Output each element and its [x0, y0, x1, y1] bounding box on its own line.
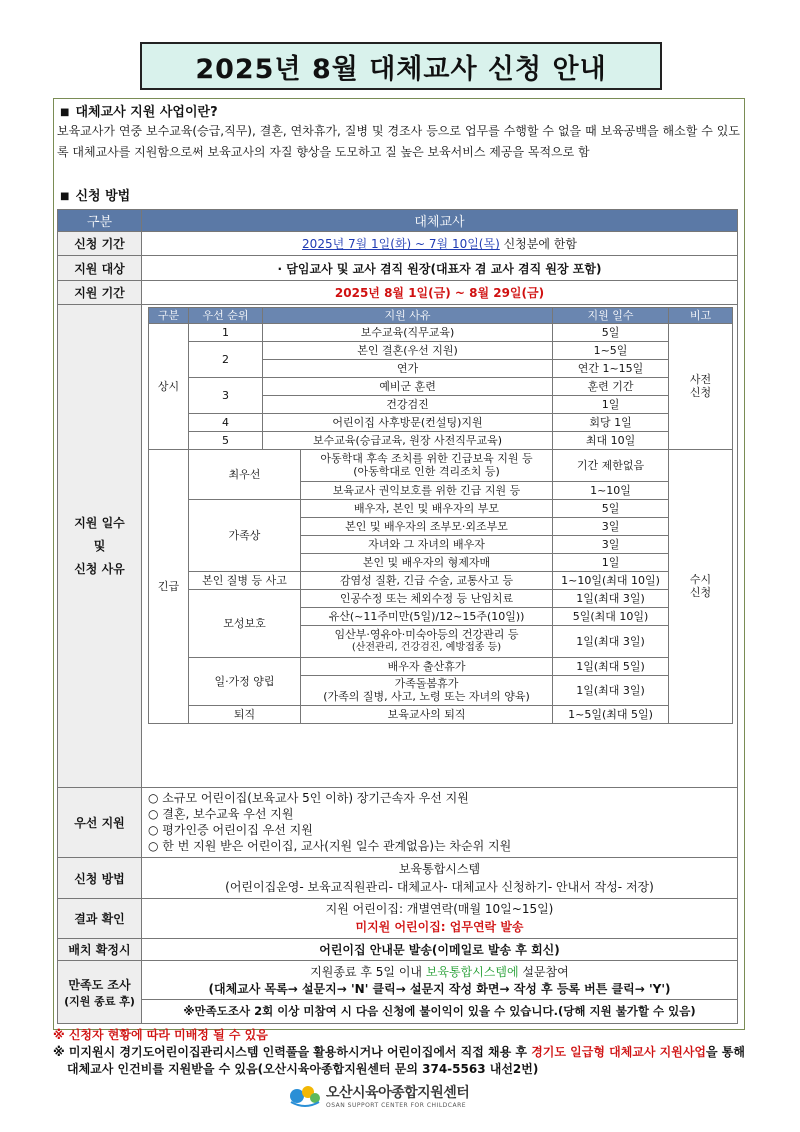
result-value: [142, 898, 738, 938]
method-label: 신청 방법: [58, 858, 142, 898]
table-row: 1~10일(최대 10일): [553, 571, 669, 589]
reason-line1: 가족돌봄휴가: [394, 677, 459, 691]
top-priority-label: 최우선: [189, 449, 301, 499]
apply-period-label: 신청 기간: [58, 232, 142, 256]
method-line1: 보육통합시스템: [398, 862, 481, 877]
table-row: [301, 625, 553, 657]
survey-instructions: [142, 962, 737, 1000]
table-row: 보수교육(승급교육, 원장 사전직무교육): [263, 431, 553, 449]
table-row: 3: [189, 377, 263, 413]
table-row: 본인 및 배우자의 조부모·외조부모: [301, 517, 553, 535]
header-substitute: 대체교사: [142, 210, 738, 232]
table-row: 5일(최대 10일): [553, 607, 669, 625]
target-value: · 담임교사 및 교사 겸직 원장(대표자 겸 교사 겸직 원장 포함): [142, 256, 738, 280]
reason-line2: (산전관리, 건강검진, 예방접종 등): [351, 642, 502, 654]
table-row: 예비군 훈련: [263, 377, 553, 395]
org-name-ko: 오산시육아종합지원센터: [326, 1084, 470, 1101]
table-row: 어린이집 사후방문(컨설팅)지원: [263, 413, 553, 431]
footnote-2-a: ※ 미지원시 경기도어린이집관리시스템 인력풀을 활용하시거나 어린이집에서 직접 채용 후: [53, 1045, 532, 1059]
table-row: 배우자, 본인 및 배우자의 부모: [301, 499, 553, 517]
days-label-line3: 신청 사유: [74, 562, 125, 577]
table-row: 1일(최대 3일): [553, 589, 669, 607]
support-period-label: 지원 기간: [58, 280, 142, 304]
table-row: 1일(최대 3일): [553, 625, 669, 657]
table-row: 연가: [263, 359, 553, 377]
footnote-2-b: 경기도 일급형 대체교사 지원사업: [531, 1045, 707, 1059]
intro-paragraph: 보육교사가 연중 보수교육(승급,직무), 결혼, 연차휴가, 질병 및 경조사 등으로 업무를 수행할 수 없을 때 보육공백을 해소할 수 있도록 대체교사를 지원함으로써 보육교사의 자질 향상을 도모하고 질 높은 보육서비스 제공을 목적으로 함: [57, 124, 740, 159]
table-row: 1: [189, 323, 263, 341]
footer-org-name: [326, 1082, 469, 1109]
confirm-label: 배치 확정시: [58, 939, 142, 961]
table-row: 1일(최대 3일): [553, 675, 669, 705]
target-label: 지원 대상: [58, 256, 142, 280]
table-row: 보육교사 권익보호를 위한 긴급 지원 등: [301, 481, 553, 499]
urgent-category: 긴급: [149, 449, 189, 723]
inner-header-rank: 우선 순위: [189, 307, 263, 323]
page-title: 2025년 8월 대체교사 신청 안내: [140, 42, 662, 90]
reason-line1: 임산부·영유아·미숙아등의 건강관리 등: [334, 628, 519, 642]
footnote-2: [53, 1044, 753, 1078]
application-table: [57, 209, 738, 1024]
section-heading-about: ■ 대체교사 지원 사업이란?: [60, 101, 218, 120]
table-row: 본인 결혼(우선 지원): [263, 341, 553, 359]
days-reasons-cell: [142, 304, 738, 787]
table-row: 최대 10일: [553, 431, 669, 449]
survey-label-line2: (지원 종료 후): [64, 994, 135, 1008]
worklife-label: 일·가정 양립: [189, 657, 301, 705]
survey-label-line1: 만족도 조사: [68, 977, 131, 992]
org-name-en: OSAN SUPPORT CENTER FOR CHILDCARE: [326, 1101, 467, 1109]
family-label: 가족상: [189, 499, 301, 571]
survey-line1: [142, 964, 737, 981]
apply-period-dates: 2025년 7월 1일(화) ~ 7월 10일(목): [302, 237, 500, 252]
table-row: 4: [189, 413, 263, 431]
regular-note-line2: 신청: [689, 386, 712, 400]
table-row: 1일(최대 5일): [553, 657, 669, 675]
urgent-note: [669, 449, 733, 723]
reason-line1: 아동학대 후속 조치를 위한 긴급보육 지원 등: [320, 452, 533, 466]
retire-label: 퇴직: [189, 705, 301, 723]
priority-label: 우선 지원: [58, 787, 142, 858]
table-row: 보수교육(직무교육): [263, 323, 553, 341]
illness-label: 본인 질병 등 사고: [189, 571, 301, 589]
table-row: 본인 및 배우자의 형제자매: [301, 553, 553, 571]
table-row: 5일: [553, 499, 669, 517]
table-row: 보육교사의 퇴직: [301, 705, 553, 723]
table-row: [301, 675, 553, 705]
section-heading-method: ■ 신청 방법: [60, 185, 130, 204]
inner-header-reason: 지원 사유: [263, 307, 553, 323]
survey-line1-c: 설문참여: [518, 964, 569, 979]
table-row: [301, 449, 553, 481]
reasons-table: [148, 307, 733, 724]
days-reasons-label: [58, 304, 142, 787]
result-line1: 지원 어린이집: 개별연락(매월 10일~15일): [325, 902, 554, 917]
table-row: 연간 1~15일: [553, 359, 669, 377]
regular-category: 상시: [149, 323, 189, 449]
table-row: 건강검진: [263, 395, 553, 413]
confirm-value: 어린이집 안내문 발송(이메일로 발송 후 회신): [142, 939, 738, 961]
survey-line2: (대체교사 목록→ 설문지→ 'N' 클릭→ 설문지 작성 화면→ 작성 후 등록 버튼 클릭→ 'Y'): [208, 981, 671, 996]
list-item: ○ 소규모 어린이집(보육교사 5인 이하) 장기근속자 우선 지원: [148, 790, 737, 806]
inner-header-days: 지원 일수: [553, 307, 669, 323]
table-row: 3일: [553, 535, 669, 553]
footnote-1: ※ 신청자 현황에 따라 미배정 될 수 있음: [53, 1028, 268, 1042]
result-line2: 미지원 어린이집: 업무연락 발송: [355, 920, 524, 935]
days-label-line2: 및: [93, 539, 106, 554]
maternity-label: 모성보호: [189, 589, 301, 657]
survey-line1-b: 보육통합시스템에: [425, 964, 519, 979]
reason-line2: (아동학대로 인한 격리조치 등): [353, 465, 500, 479]
table-row: 자녀와 그 자녀의 배우자: [301, 535, 553, 553]
inner-header-category: 구분: [149, 307, 189, 323]
header-category: 구분: [58, 210, 142, 232]
list-item: ○ 평가인증 어린이집 우선 지원: [148, 822, 737, 838]
survey-note: ※만족도조사 2회 이상 미참여 시 다음 신청에 불이익이 있을 수 있습니다.(당해 지원 불가할 수 있음): [183, 1004, 696, 1019]
result-label: 결과 확인: [58, 898, 142, 938]
table-row: 1일: [553, 395, 669, 413]
days-label-line1: 지원 일수: [74, 516, 125, 531]
table-row: 5: [189, 431, 263, 449]
table-row: 3일: [553, 517, 669, 535]
method-line2: (어린이집운영- 보육교직원관리- 대체교사- 대체교사 신청하기- 안내서 작성- 저장): [225, 880, 654, 895]
footnote-2-c: 을 통해 대체교사 인건비를 지원받을 수 있음(오산시육아종합지원센터 문의 374-5563 내선2번): [67, 1045, 745, 1076]
apply-period-suffix: 신청분에 한함: [499, 237, 577, 252]
survey-value: [142, 961, 738, 1024]
regular-note-line1: 사전: [689, 373, 712, 387]
table-row: 감염성 질환, 긴급 수술, 교통사고 등: [301, 571, 553, 589]
table-row: 훈련 기간: [553, 377, 669, 395]
urgent-note-line1: 수시: [689, 573, 712, 587]
survey-label: [58, 961, 142, 1024]
table-row: 2: [189, 341, 263, 377]
list-item: ○ 한 번 지원 받은 어린이집, 교사(지원 일수 관계없음)는 차순위 지원: [148, 838, 737, 854]
reason-line2: (가족의 질병, 사고, 노령 또는 자녀의 양육): [323, 690, 530, 704]
table-row: 유산(~11주미만(5일)/12~15주(10일)): [301, 607, 553, 625]
table-row: 1~5일: [553, 341, 669, 359]
survey-line1-a: 지원종료 후 5일 이내: [310, 964, 426, 979]
table-row: 1~5일(최대 5일): [553, 705, 669, 723]
table-row: 5일: [553, 323, 669, 341]
urgent-note-line2: 신청: [689, 586, 712, 600]
table-row: 기간 제한없음: [553, 449, 669, 481]
support-period-value: 2025년 8월 1일(금) ~ 8월 29일(금): [142, 280, 738, 304]
table-row: 회당 1일: [553, 413, 669, 431]
table-row: 인공수정 또는 체외수정 등 난임치료: [301, 589, 553, 607]
footer-logo: [288, 1080, 469, 1110]
table-row: 배우자 출산휴가: [301, 657, 553, 675]
inner-header-note: 비고: [669, 307, 733, 323]
priority-list: [142, 787, 738, 858]
apply-period-value: [142, 232, 738, 256]
method-value: [142, 858, 738, 898]
table-row: 1일: [553, 553, 669, 571]
footnotes: [53, 1027, 753, 1078]
center-logo-icon: [288, 1082, 322, 1108]
regular-note: [669, 323, 733, 449]
list-item: ○ 결혼, 보수교육 우선 지원: [148, 806, 737, 822]
table-row: 1~10일: [553, 481, 669, 499]
